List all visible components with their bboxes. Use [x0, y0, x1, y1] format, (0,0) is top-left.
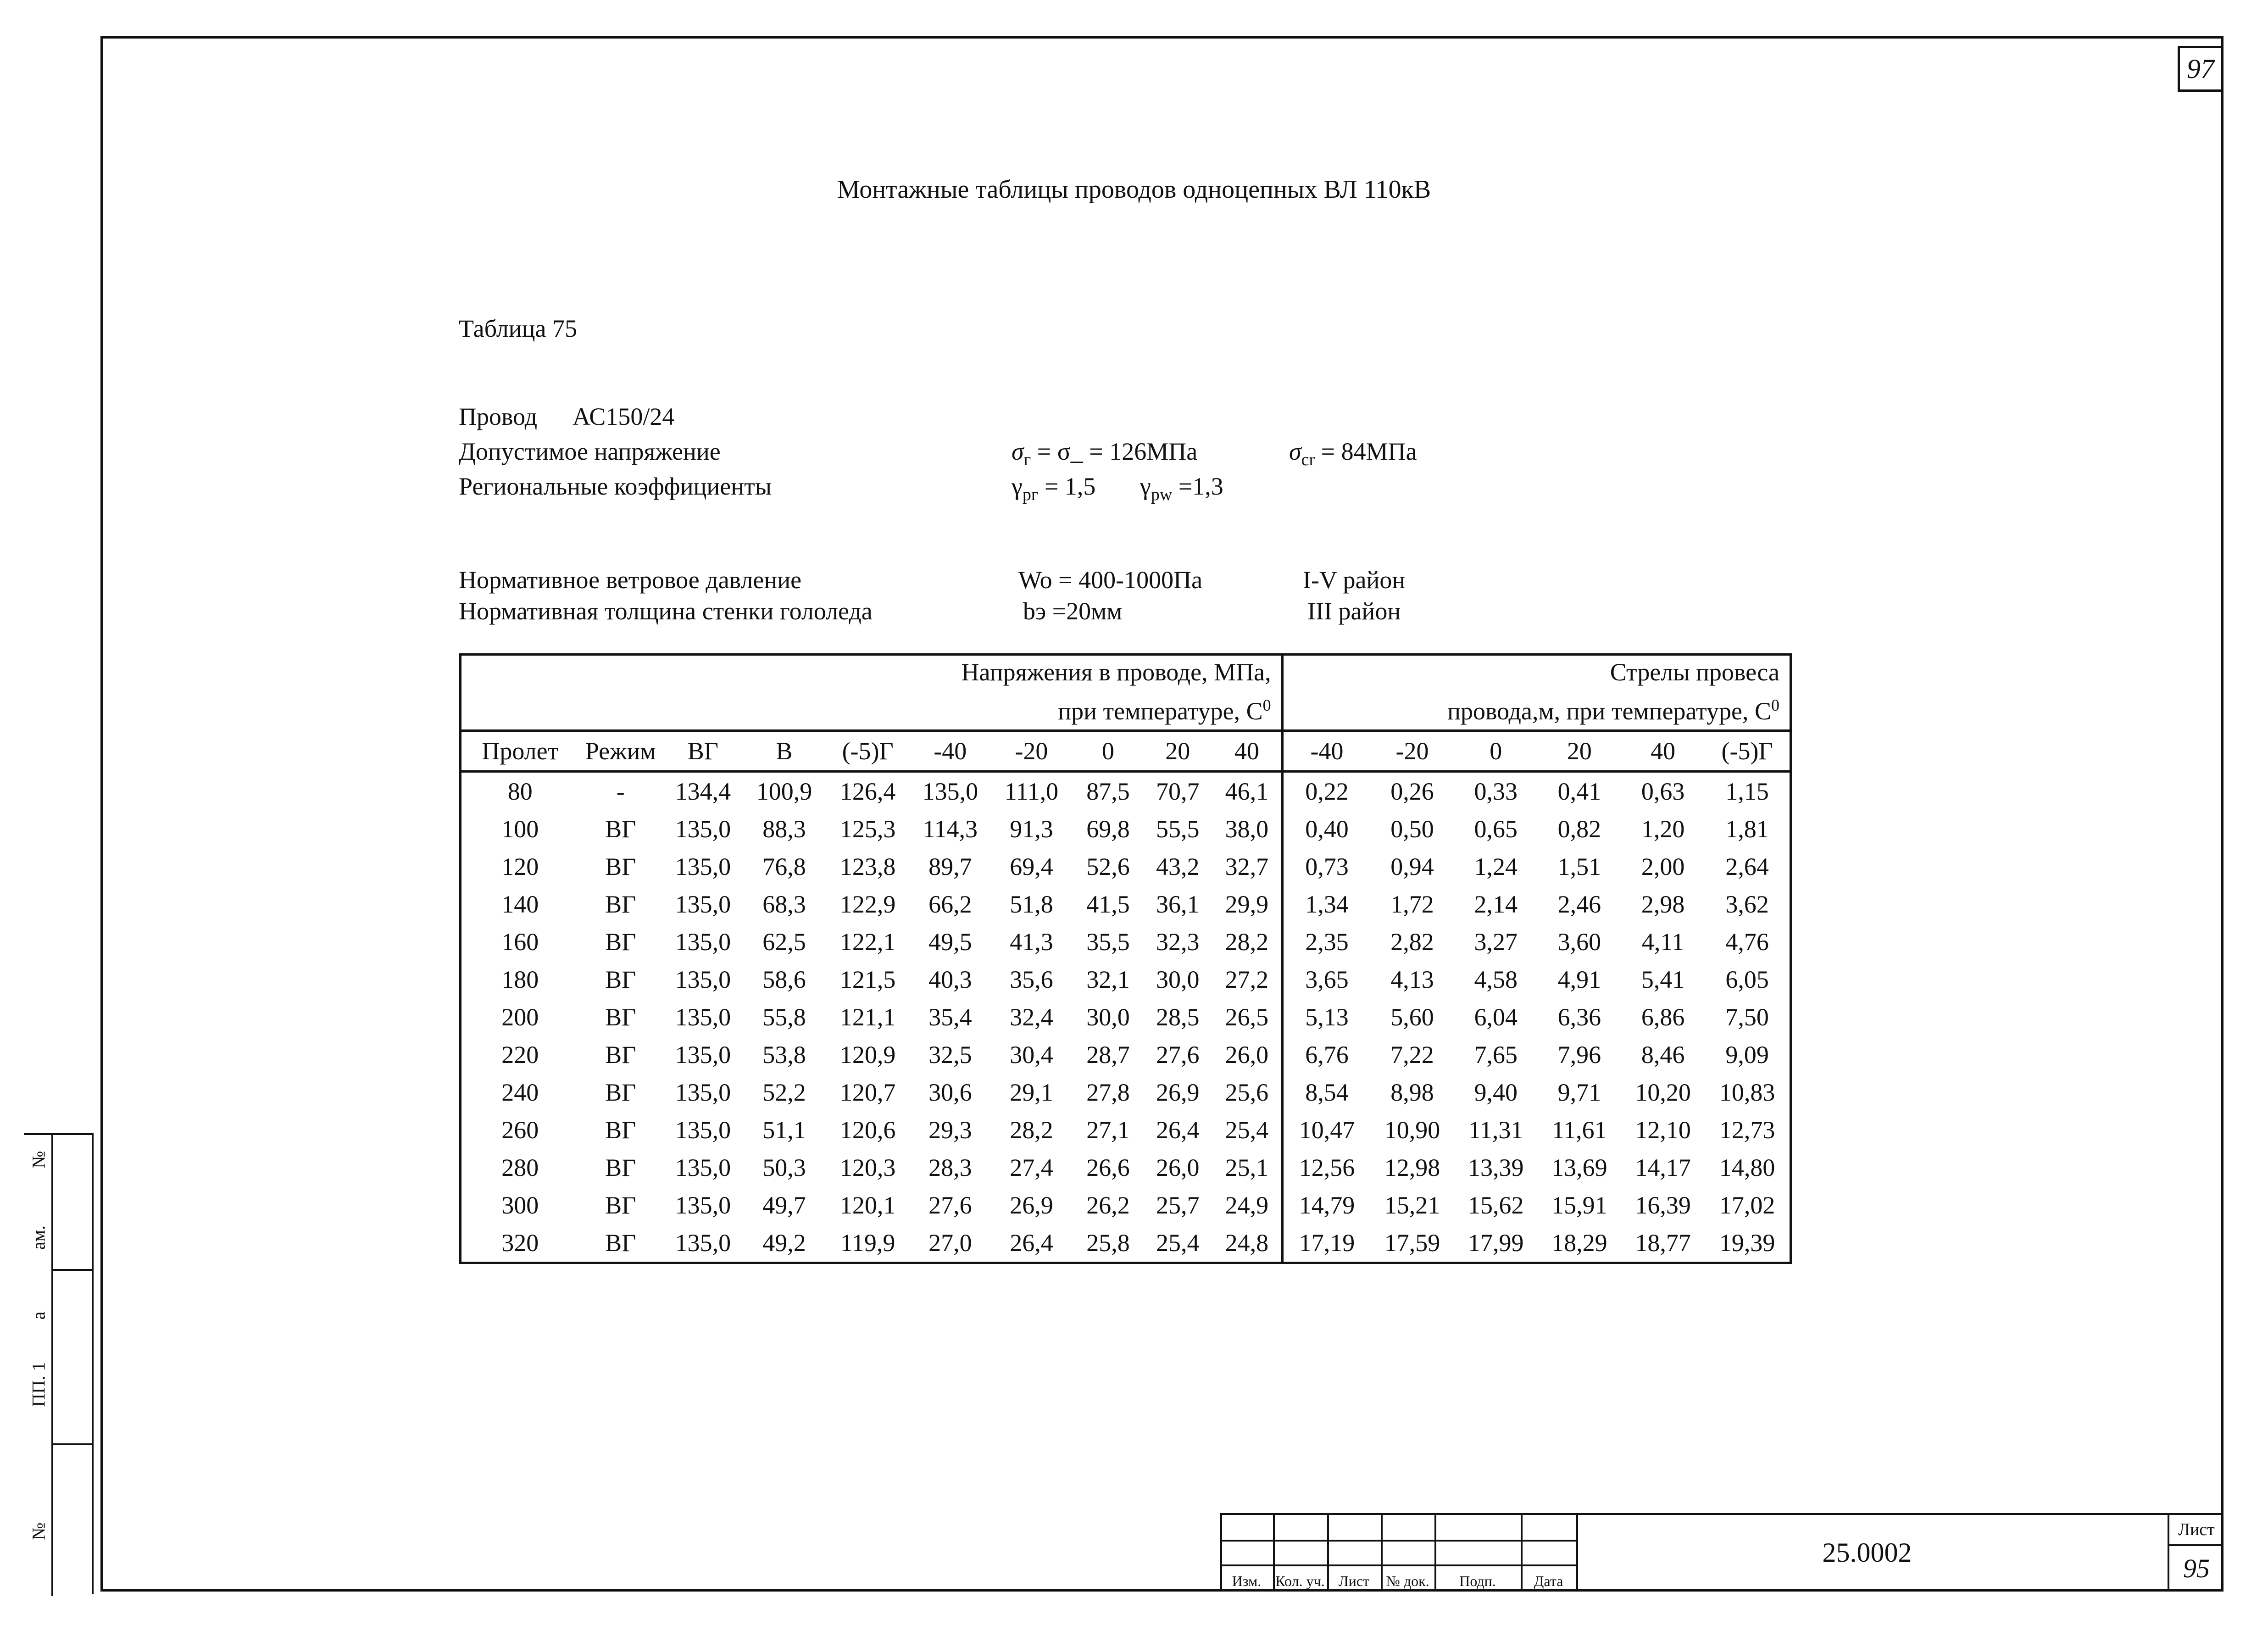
table-cell: 24,8 — [1212, 1224, 1282, 1263]
stress-value-text: = σ_ = 126МПа — [1037, 438, 1198, 465]
table-cell: 12,56 — [1299, 1154, 1355, 1181]
table-cell: 49,2 — [762, 1229, 806, 1257]
table-cell: 40,3 — [928, 966, 972, 993]
table-cell: 120,3 — [839, 1154, 896, 1181]
table-cell: 38,0 — [1212, 810, 1282, 848]
table-cell: 27,6 — [1156, 1041, 1200, 1069]
coef-1-value: = 1,5 — [1044, 473, 1096, 500]
table-cell: ВГ — [605, 1116, 636, 1144]
table-cell: 25,1 — [1212, 1149, 1282, 1186]
table-cell: 26,0 — [1212, 1036, 1282, 1074]
table-cell: 26,5 — [1212, 998, 1282, 1036]
tb-caption: Кол. уч. — [1275, 1573, 1325, 1589]
column-header: Режим — [579, 731, 662, 772]
table-row — [461, 885, 1791, 923]
table-cell: 5,41 — [1641, 966, 1685, 993]
column-header: 0 — [1073, 731, 1143, 772]
column-header: -20 — [989, 731, 1073, 772]
stress-cr-text: = 84МПа — [1321, 438, 1417, 465]
tb-caption: Дата — [1534, 1573, 1563, 1589]
table-cell: 135,0 — [675, 1079, 731, 1106]
table-cell: 5,13 — [1305, 1003, 1349, 1031]
stress-group-header — [461, 655, 1283, 731]
stress-group-sup: 0 — [1262, 696, 1271, 714]
table-cell: 200 — [501, 1003, 539, 1031]
table-cell: 27,2 — [1212, 961, 1282, 998]
column-header: 20 — [1143, 731, 1212, 772]
table-cell: 51,1 — [762, 1116, 806, 1144]
strip-text: № — [28, 1522, 49, 1540]
table-cell: 120,7 — [839, 1079, 896, 1106]
table-cell: 300 — [501, 1191, 539, 1219]
table-cell: 52,2 — [762, 1079, 806, 1106]
sag-group-sup: 0 — [1771, 696, 1779, 714]
table-cell: 13,69 — [1551, 1154, 1607, 1181]
tb-caption: Подп. — [1459, 1573, 1496, 1589]
table-row — [461, 1111, 1791, 1149]
column-header: 20 — [1538, 731, 1621, 772]
table-cell: ВГ — [605, 1041, 636, 1069]
table-cell: 14,80 — [1719, 1154, 1775, 1181]
table-cell: ВГ — [605, 966, 636, 993]
table-cell: 51,8 — [1010, 891, 1053, 918]
table-cell: 26,9 — [1010, 1191, 1053, 1219]
table-cell: 17,59 — [1384, 1229, 1440, 1257]
table-cell: 43,2 — [1156, 853, 1200, 880]
column-header: 40 — [1621, 731, 1705, 772]
table-cell: 134,4 — [675, 778, 731, 805]
table-cell: 30,6 — [928, 1079, 972, 1106]
coef-2 — [1140, 472, 1223, 505]
table-row — [461, 848, 1791, 885]
table-cell: 16,39 — [1635, 1191, 1691, 1219]
strip-text: а — [28, 1311, 49, 1320]
table-cell: 0,82 — [1557, 815, 1601, 843]
tb-caption: Изм. — [1232, 1573, 1262, 1589]
table-cell: 69,4 — [1010, 853, 1053, 880]
table-cell: 3,65 — [1305, 966, 1349, 993]
table-cell: 32,1 — [1086, 966, 1130, 993]
strip-text: № — [28, 1151, 49, 1169]
table-cell: 14,79 — [1299, 1191, 1355, 1219]
table-cell: 122,1 — [839, 928, 896, 956]
stress-cr-subscript: cr — [1301, 450, 1315, 469]
table-cell: 1,20 — [1641, 815, 1685, 843]
table-cell: 27,0 — [928, 1229, 972, 1257]
table-cell: 220 — [501, 1041, 539, 1069]
table-cell: 3,27 — [1474, 928, 1518, 956]
strip-divider — [51, 1135, 53, 1596]
column-header: Пролет — [461, 731, 579, 772]
table-row — [461, 961, 1791, 998]
table-cell: ВГ — [605, 1079, 636, 1106]
table-cell: 6,05 — [1725, 966, 1769, 993]
table-cell: 3,60 — [1557, 928, 1601, 956]
table-cell: 10,20 — [1635, 1079, 1691, 1106]
stress-group-line1: Напряжения в проводе, МПа, — [961, 658, 1271, 686]
table-cell: 8,98 — [1390, 1079, 1434, 1106]
table-cell: 29,1 — [1010, 1079, 1053, 1106]
table-cell: 13,39 — [1468, 1154, 1524, 1181]
table-cell: 35,4 — [928, 1003, 972, 1031]
table-cell: 0,73 — [1305, 853, 1349, 880]
table-cell: 32,5 — [928, 1041, 972, 1069]
strip-text: ПП. 1 — [28, 1362, 49, 1407]
tb-line — [2168, 1544, 2224, 1546]
table-cell: 9,09 — [1725, 1041, 1769, 1069]
table-cell: 7,50 — [1725, 1003, 1769, 1031]
table-cell: 35,5 — [1086, 928, 1130, 956]
table-cell: 28,2 — [1212, 923, 1282, 961]
table-cell: 121,5 — [839, 966, 896, 993]
table-cell: 9,40 — [1474, 1079, 1518, 1106]
table-cell: - — [616, 778, 625, 805]
table-cell: 2,98 — [1641, 891, 1685, 918]
table-cell: 120,6 — [839, 1116, 896, 1144]
table-cell: 28,7 — [1086, 1041, 1130, 1069]
table-cell: 12,98 — [1384, 1154, 1440, 1181]
table-cell: 114,3 — [923, 815, 978, 843]
table-cell: 1,34 — [1305, 891, 1349, 918]
coef-2-symbol: γ — [1140, 473, 1151, 500]
table-cell: 19,39 — [1719, 1229, 1775, 1257]
stress-symbol: σ — [1012, 438, 1024, 465]
stress-subscript: г — [1023, 450, 1031, 469]
table-cell: 2,14 — [1474, 891, 1518, 918]
sheet-label: Лист — [2178, 1520, 2215, 1539]
table-cell: ВГ — [605, 891, 636, 918]
table-cell: 62,5 — [762, 928, 806, 956]
table-cell: 80 — [507, 778, 533, 805]
column-header: -40 — [1282, 731, 1370, 772]
table-cell: 25,4 — [1156, 1229, 1200, 1257]
table-cell: 123,8 — [839, 853, 896, 880]
table-cell: 27,8 — [1086, 1079, 1130, 1106]
wind-label: Нормативное ветровое давление — [459, 566, 802, 594]
table-cell: 35,6 — [1010, 966, 1053, 993]
table-cell: 120,9 — [839, 1041, 896, 1069]
table-cell: 7,96 — [1557, 1041, 1601, 1069]
table-cell: ВГ — [605, 853, 636, 880]
table-cell: 100,9 — [756, 778, 812, 805]
table-cell: 25,4 — [1212, 1111, 1282, 1149]
document-number: 25.0002 — [1822, 1537, 1912, 1568]
coef-1-symbol: γ — [1012, 473, 1023, 500]
table-cell: 28,2 — [1010, 1116, 1053, 1144]
table-cell: 135,0 — [675, 1003, 731, 1031]
table-cell: 1,24 — [1474, 853, 1518, 880]
table-cell: 4,58 — [1474, 966, 1518, 993]
table-cell: 135,0 — [675, 1041, 731, 1069]
table-cell: 6,04 — [1474, 1003, 1518, 1031]
table-cell: 32,7 — [1212, 848, 1282, 885]
table-cell: 125,3 — [839, 815, 896, 843]
table-cell: 2,82 — [1390, 928, 1434, 956]
table-cell: 240 — [501, 1079, 539, 1106]
table-cell: 69,8 — [1086, 815, 1130, 843]
table-cell: 280 — [501, 1154, 539, 1181]
table-cell: 120,1 — [839, 1191, 896, 1219]
table-cell: 14,17 — [1635, 1154, 1691, 1181]
column-header: 40 — [1212, 731, 1282, 772]
table-cell: 0,40 — [1305, 815, 1349, 843]
table-row — [461, 1074, 1791, 1111]
data-table — [459, 653, 1792, 1258]
table-cell: 12,10 — [1635, 1116, 1691, 1144]
table-cell: 6,86 — [1641, 1003, 1685, 1031]
table-cell: 15,91 — [1551, 1191, 1607, 1219]
column-header: В — [744, 731, 825, 772]
table-row — [461, 1149, 1791, 1186]
table-cell: 17,02 — [1719, 1191, 1775, 1219]
tb-line — [1220, 1513, 2224, 1515]
table-cell: 2,46 — [1557, 891, 1601, 918]
table-cell: 32,4 — [1010, 1003, 1053, 1031]
table-cell: 17,99 — [1468, 1229, 1524, 1257]
table-cell: 8,46 — [1641, 1041, 1685, 1069]
table-cell: 121,1 — [839, 1003, 896, 1031]
column-header: (-5)Г — [1705, 731, 1790, 772]
binding-strip — [24, 1133, 94, 1594]
sag-group-line2: провода,м, при температуре, С — [1447, 697, 1771, 725]
table-cell: 26,4 — [1010, 1229, 1053, 1257]
table-cell: 11,31 — [1468, 1116, 1523, 1144]
table-cell: ВГ — [605, 1154, 636, 1181]
stress-group-line2: при температуре, С — [1058, 697, 1263, 725]
tb-caption: Лист — [1338, 1573, 1369, 1589]
table-cell: 49,7 — [762, 1191, 806, 1219]
table-cell: 88,3 — [762, 815, 806, 843]
table-cell: 4,13 — [1390, 966, 1434, 993]
table-cell: ВГ — [605, 1229, 636, 1257]
wind-value: Wo = 400-1000Па — [1018, 566, 1203, 594]
table-row — [461, 1186, 1791, 1224]
table-cell: 12,73 — [1719, 1116, 1775, 1144]
coef-2-value: =1,3 — [1178, 473, 1223, 500]
table-cell: 89,7 — [928, 853, 972, 880]
tb-caption: № док. — [1386, 1573, 1429, 1589]
stress-cr-value — [1289, 437, 1417, 470]
table-cell: 41,3 — [1010, 928, 1053, 956]
table-cell: 25,8 — [1086, 1229, 1130, 1257]
table-cell: 120 — [501, 853, 539, 880]
table-cell: 58,6 — [762, 966, 806, 993]
table-cell: 30,4 — [1010, 1041, 1053, 1069]
table-cell: ВГ — [605, 1191, 636, 1219]
table-cell: 76,8 — [762, 853, 806, 880]
table-cell: 1,72 — [1390, 891, 1434, 918]
table-cell: 6,36 — [1557, 1003, 1601, 1031]
table-label: Таблица 75 — [459, 315, 577, 342]
sag-group-header — [1282, 655, 1790, 731]
table-cell: 18,29 — [1551, 1229, 1607, 1257]
table-cell: 135,0 — [922, 778, 978, 805]
table-cell: 15,62 — [1468, 1191, 1524, 1219]
table-cell: 11,61 — [1552, 1116, 1607, 1144]
page-title: Монтажные таблицы проводов одноцепных ВЛ 110кВ — [837, 175, 1431, 204]
table-cell: 26,0 — [1156, 1154, 1200, 1181]
table-row — [461, 810, 1791, 848]
table-cell: ВГ — [605, 815, 636, 843]
table-cell: 24,9 — [1212, 1186, 1282, 1224]
table-cell: 140 — [501, 891, 539, 918]
table-cell: 30,0 — [1086, 1003, 1130, 1031]
table-cell: 4,11 — [1641, 928, 1684, 956]
table-row — [461, 1224, 1791, 1263]
wire-value: АС150/24 — [573, 403, 675, 430]
coef-label: Региональные коэффициенты — [459, 473, 772, 500]
table-cell: 135,0 — [675, 853, 731, 880]
table-cell: 68,3 — [762, 891, 806, 918]
coef-1 — [1012, 472, 1095, 505]
table-cell: 70,7 — [1156, 778, 1200, 805]
table-cell: 27,4 — [1010, 1154, 1053, 1181]
column-header: 0 — [1454, 731, 1538, 772]
table-cell: 26,4 — [1156, 1116, 1200, 1144]
coef-2-subscript: pw — [1151, 484, 1173, 504]
table-cell: 32,3 — [1156, 928, 1200, 956]
table-cell: 5,60 — [1390, 1003, 1434, 1031]
table-cell: 1,15 — [1725, 778, 1769, 805]
table-cell: 135,0 — [675, 1229, 731, 1257]
table-cell: 53,8 — [762, 1041, 806, 1069]
table-cell: 26,2 — [1086, 1191, 1130, 1219]
sheet-number-top: 97 — [2178, 46, 2224, 92]
table-cell: 135,0 — [675, 966, 731, 993]
table-cell: 135,0 — [675, 1191, 731, 1219]
table-cell: 26,6 — [1086, 1154, 1130, 1181]
tb-line — [2168, 1513, 2169, 1592]
ice-value: bэ =20мм — [1023, 597, 1123, 625]
column-header: (-5)Г — [825, 731, 911, 772]
table-cell: 18,77 — [1635, 1229, 1691, 1257]
table-cell: 135,0 — [675, 1116, 731, 1144]
table-cell: 55,5 — [1156, 815, 1200, 843]
ice-label: Нормативная толщина стенки гололеда — [459, 597, 873, 625]
strip-divider — [51, 1443, 94, 1445]
table-cell: 15,21 — [1384, 1191, 1440, 1219]
table-cell: 0,94 — [1390, 853, 1434, 880]
table-cell: 29,3 — [928, 1116, 972, 1144]
table-cell: ВГ — [605, 928, 636, 956]
table-cell: 100 — [501, 815, 539, 843]
table-cell: 0,63 — [1641, 778, 1685, 805]
table-cell: 0,33 — [1474, 778, 1518, 805]
column-header: ВГ — [662, 731, 744, 772]
table-cell: 6,76 — [1305, 1041, 1349, 1069]
table-cell: 126,4 — [839, 778, 896, 805]
column-header: -20 — [1370, 731, 1454, 772]
table-cell: 160 — [501, 928, 539, 956]
stress-label: Допустимое напряжение — [459, 438, 721, 465]
table-cell: 1,81 — [1725, 815, 1769, 843]
table-cell: 3,62 — [1725, 891, 1769, 918]
table-cell: 8,54 — [1305, 1079, 1349, 1106]
table-cell: 135,0 — [675, 928, 731, 956]
table-cell: 36,1 — [1156, 891, 1200, 918]
table-cell: 52,6 — [1086, 853, 1130, 880]
table-cell: 29,9 — [1212, 885, 1282, 923]
table-cell: 25,6 — [1212, 1074, 1282, 1111]
table-cell: 2,00 — [1641, 853, 1685, 880]
table-cell: 9,71 — [1557, 1079, 1601, 1106]
table-cell: 0,50 — [1390, 815, 1434, 843]
table-cell: 135,0 — [675, 1154, 731, 1181]
table-cell: 7,22 — [1390, 1041, 1434, 1069]
table-cell: 28,5 — [1156, 1003, 1200, 1031]
table-cell: 2,64 — [1725, 853, 1769, 880]
table-cell: 135,0 — [675, 891, 731, 918]
table-cell: 26,9 — [1156, 1079, 1200, 1106]
table-cell: 135,0 — [675, 815, 731, 843]
table-cell: 27,6 — [928, 1191, 972, 1219]
table-cell: 7,65 — [1474, 1041, 1518, 1069]
strip-text: ам. — [28, 1225, 49, 1250]
stress-value — [1012, 437, 1197, 470]
table-cell: ВГ — [605, 1003, 636, 1031]
table-row — [461, 998, 1791, 1036]
table-cell: 0,41 — [1557, 778, 1601, 805]
table-cell: 10,83 — [1719, 1079, 1775, 1106]
table-cell: 122,9 — [839, 891, 896, 918]
sag-group-line1: Стрелы провеса — [1610, 658, 1779, 686]
table-cell: 10,90 — [1384, 1116, 1440, 1144]
coef-1-subscript: pг — [1022, 484, 1039, 504]
table-cell: 55,8 — [762, 1003, 806, 1031]
table-cell: 49,5 — [928, 928, 972, 956]
strip-divider — [51, 1269, 94, 1271]
table-row — [461, 923, 1791, 961]
table-row — [461, 772, 1791, 811]
wire-label: Провод — [459, 403, 538, 430]
table-cell: 320 — [501, 1229, 539, 1257]
table-cell: 180 — [501, 966, 539, 993]
table-cell: 0,22 — [1305, 778, 1349, 805]
wind-region: I-V район — [1303, 566, 1406, 594]
table-cell: 119,9 — [840, 1229, 895, 1257]
table-cell: 0,65 — [1474, 815, 1518, 843]
table-cell: 50,3 — [762, 1154, 806, 1181]
table-cell: 10,47 — [1299, 1116, 1355, 1144]
table-cell: 260 — [501, 1116, 539, 1144]
table-cell: 91,3 — [1010, 815, 1053, 843]
sheet-number: 95 — [2183, 1553, 2210, 1583]
column-header-row — [461, 731, 1791, 772]
table-cell: 111,0 — [1004, 778, 1059, 805]
table-cell: 87,5 — [1086, 778, 1130, 805]
table-cell: 66,2 — [928, 891, 972, 918]
table-cell: 46,1 — [1212, 772, 1282, 811]
table-cell: 28,3 — [928, 1154, 972, 1181]
column-header: -40 — [911, 731, 989, 772]
table-cell: 0,26 — [1390, 778, 1434, 805]
table-cell: 2,35 — [1305, 928, 1349, 956]
table-cell: 17,19 — [1299, 1229, 1355, 1257]
table-body — [461, 772, 1791, 1263]
table-row — [461, 1036, 1791, 1074]
ice-region: III район — [1307, 597, 1401, 625]
table-cell: 25,7 — [1156, 1191, 1200, 1219]
table-cell: 4,91 — [1557, 966, 1601, 993]
table-cell: 27,1 — [1086, 1116, 1130, 1144]
table-cell: 41,5 — [1086, 891, 1130, 918]
table-cell: 4,76 — [1725, 928, 1769, 956]
table-cell: 1,51 — [1557, 853, 1601, 880]
table-cell: 30,0 — [1156, 966, 1200, 993]
stress-cr-symbol: σ — [1289, 438, 1301, 465]
